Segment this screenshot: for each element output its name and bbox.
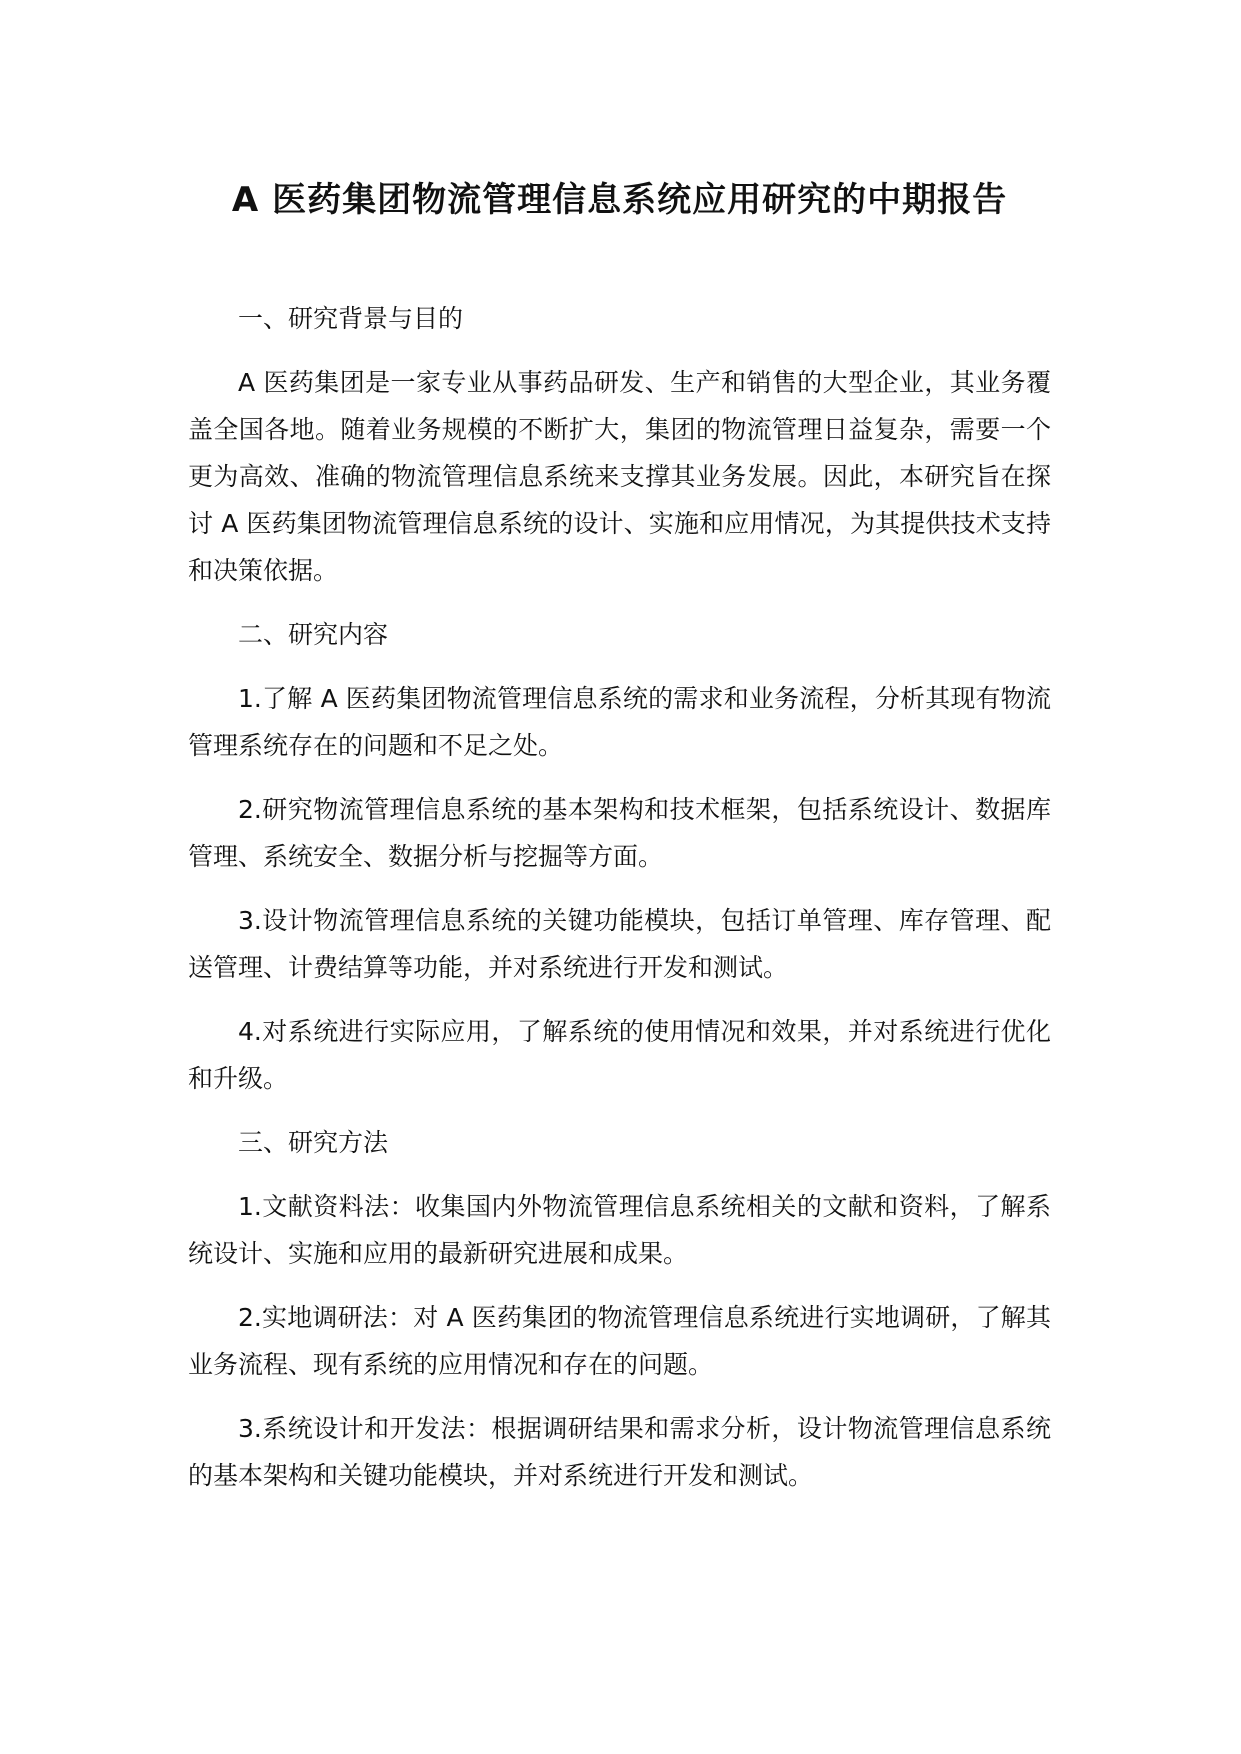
document-title: A 医药集团物流管理信息系统应用研究的中期报告 [231,180,1008,220]
document-body [188,295,1051,1499]
method-item-2: 2.实地调研法：对 A 医药集团的物流管理信息系统进行实地调研，了解其业务流程、现有系统的应用情况和存在的问题。 [188,1302,1051,1379]
section-heading-methods: 三、研究方法 [238,1127,389,1157]
content-item-4: 4.对系统进行实际应用，了解系统的使用情况和效果，并对系统进行优化和升级。 [188,1016,1051,1093]
content-item-3: 3.设计物流管理信息系统的关键功能模块，包括订单管理、库存管理、配送管理、计费结算等功能，并对系统进行开发和测试。 [188,905,1051,982]
method-item-3: 3.系统设计和开发法：根据调研结果和需求分析，设计物流管理信息系统的基本架构和关键功能模块，并对系统进行开发和测试。 [188,1413,1051,1490]
method-item-1: 1.文献资料法：收集国内外物流管理信息系统相关的文献和资料，了解系统设计、实施和应用的最新研究进展和成果。 [188,1191,1051,1268]
section-heading-background: 一、研究背景与目的 [238,303,464,333]
paragraph-background: A 医药集团是一家专业从事药品研发、生产和销售的大型企业，其业务覆盖全国各地。随着业务规模的不断扩大，集团的物流管理日益复杂，需要一个更为高效、准确的物流管理信息系统来支撑其业务发展。因此，本研究旨在探讨 A 医药集团物流管理信息系统的设计、实施和应用情况，为其提供技术支持和决策依据。 [188,367,1051,585]
section-heading-content: 二、研究内容 [238,619,389,649]
content-item-1: 1.了解 A 医药集团物流管理信息系统的需求和业务流程，分析其现有物流管理系统存在的问题和不足之处。 [188,683,1051,760]
content-item-2: 2.研究物流管理信息系统的基本架构和技术框架，包括系统设计、数据库管理、系统安全、数据分析与挖掘等方面。 [188,794,1051,871]
